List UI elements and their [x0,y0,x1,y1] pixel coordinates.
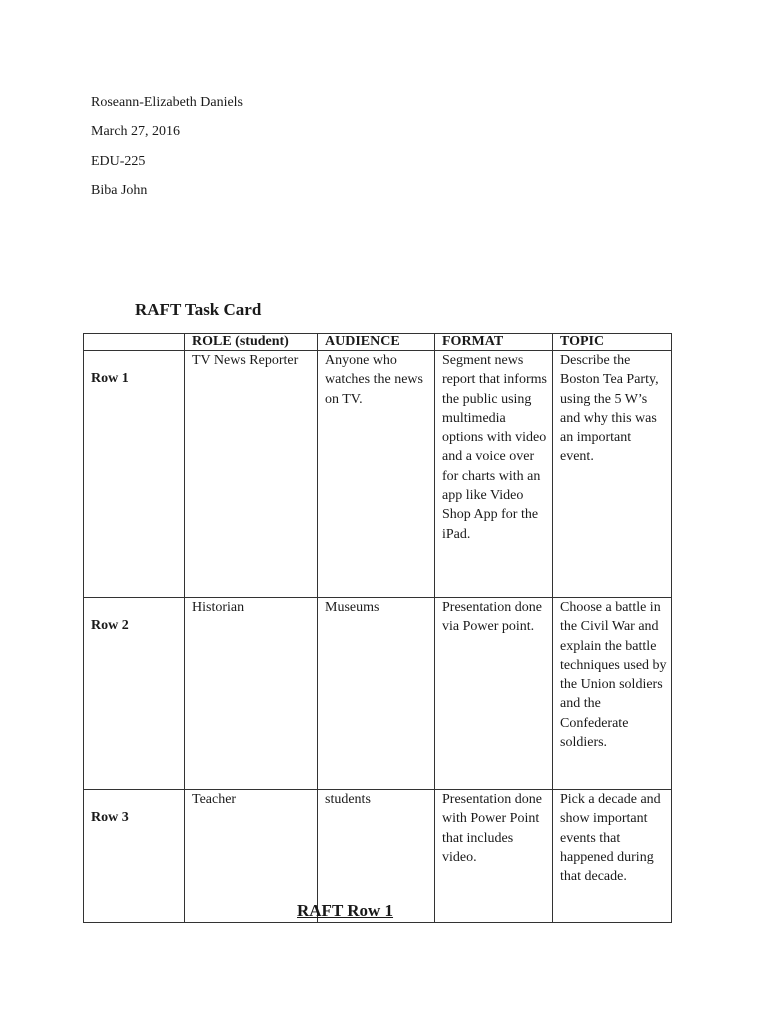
column-header-audience: AUDIENCE [318,334,435,351]
format-cell: Segment news report that informs the public using multimedia options with video and a voice over for charts with an app like Video Shop App for the iPad. [435,351,553,598]
table-header-row [84,334,672,351]
column-header-topic: TOPIC [553,334,672,351]
topic-cell: Choose a battle in the Civil War and explain the battle techniques used by the Union soldiers and the Confederate soldiers. [553,598,672,790]
column-header-format: FORMAT [435,334,553,351]
row-label: Row 2 [84,598,185,790]
raft-table [83,333,672,923]
format-cell: Presentation done via Power point. [435,598,553,790]
column-header [84,334,185,351]
audience-cell: Anyone who watches the news on TV. [318,351,435,598]
format-cell: Presentation done with Power Point that includes video. [435,790,553,923]
course-code: EDU-225 [91,154,146,169]
topic-cell: Describe the Boston Tea Party, using the 5 W’s and why this was an important event. [553,351,672,598]
role-cell: TV News Reporter [185,351,318,598]
author-name: Roseann-Elizabeth Daniels [91,95,244,110]
table-row [84,598,672,790]
column-header-role: ROLE (student) [185,334,318,351]
table-row [84,351,672,598]
row-label: Row 3 [84,790,185,923]
row-label: Row 1 [84,351,185,598]
card-title: RAFT Task Card [135,300,262,319]
role-cell: Teacher [185,790,318,923]
section-title: RAFT Row 1 [297,901,394,920]
document-date: March 27, 2016 [91,124,181,139]
topic-cell: Pick a decade and show important events that happened during that decade. [553,790,672,923]
instructor-name: Biba John [91,183,148,198]
audience-cell: students [318,790,435,923]
audience-cell: Museums [318,598,435,790]
role-cell: Historian [185,598,318,790]
